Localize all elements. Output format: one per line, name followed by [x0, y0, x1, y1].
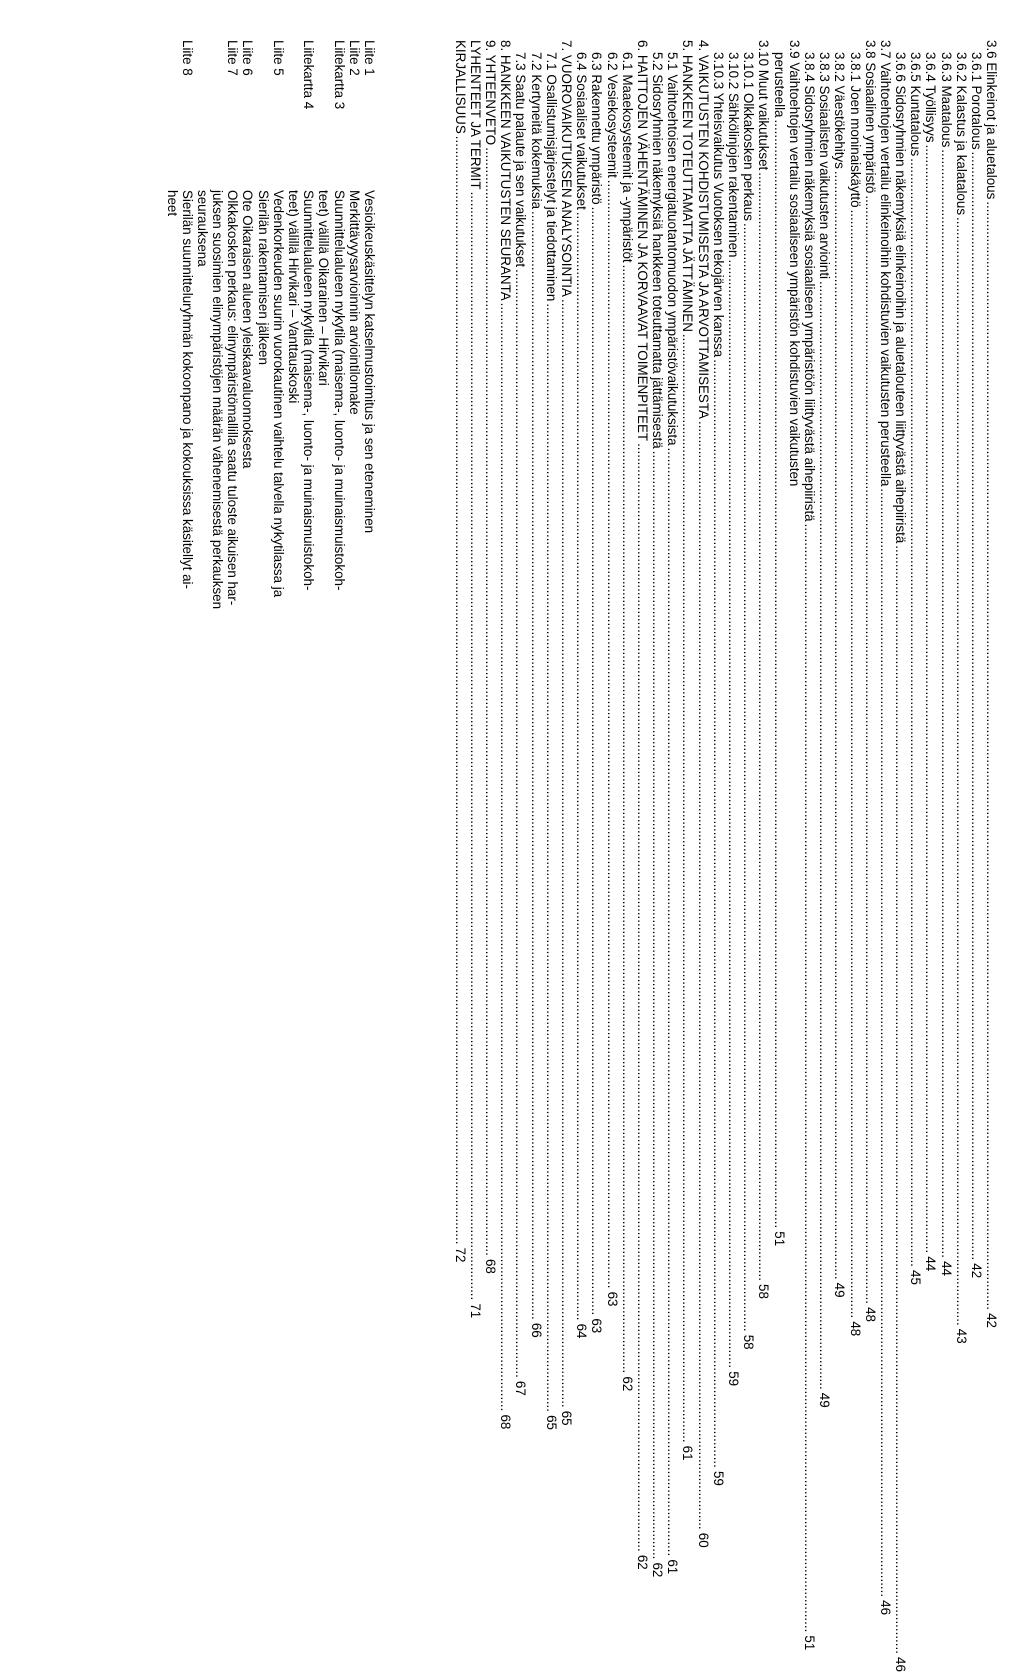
appendix-label: Liite 8: [179, 40, 195, 76]
toc-page-number: 65: [558, 1410, 574, 1426]
toc-entry: [650, 40, 666, 1578]
appendix-description: [315, 190, 345, 724]
toc-entry-title: 6.4 Sosiaaliset vaikutukset: [574, 52, 590, 210]
appendix-list: [163, 0, 376, 724]
toc-leader-dots: [894, 545, 907, 1654]
toc-entry: [741, 40, 757, 1350]
toc-leader-dots: [681, 334, 694, 1443]
toc-leader-dots: [863, 195, 876, 1304]
toc-page-number: 48: [847, 1321, 863, 1337]
appendix-description-line: Olkkakosken perkaus: elinympäristömallilla saatu tuloste aikuisen har-: [225, 190, 241, 606]
toc-entry-title: 6.2 Vesiekosysteemit: [604, 52, 620, 178]
toc-leader-dots: [529, 211, 542, 1320]
appendix-description-line: Suunnittelualueen nykytila (maisema-, luonto- ja muinaismuistokoh-: [331, 190, 347, 591]
appendix-description-line: Ote Oikaraisen alueen yleiskaavaluonnoksesta: [240, 190, 256, 469]
toc-entry: [574, 40, 590, 1339]
toc-entry: [817, 40, 833, 1408]
toc-entry-title: 3.9 Vaihtoehtojen vertailu sosiaaliseen ympäristön kohdistuvien vaikutusten: [786, 40, 802, 487]
toc-leader-dots: [818, 281, 831, 1390]
toc-entry: [604, 40, 620, 1307]
toc-leader-dots: [605, 180, 618, 1289]
toc-leader-dots: [620, 265, 633, 1374]
toc-page-number: 63: [604, 1291, 620, 1307]
toc-entry: [726, 40, 742, 1387]
toc-leader-dots: [879, 488, 892, 1597]
toc-leader-dots: [954, 217, 967, 1326]
appendix-description-line: Sierilän suunnitteluryhmän kokoonpano ja kokouksissa käsitellyt ai-: [179, 190, 195, 589]
toc-leader-dots: [666, 448, 679, 1557]
toc-entry-title: LYHENTEET JA TERMIT: [467, 40, 483, 190]
toc-entry-title: 7.2 Kertyneitä kokemuksia: [528, 52, 544, 210]
toc-page-number: 59: [726, 1371, 742, 1387]
appendix-description: [285, 190, 315, 724]
toc-leader-dots: [924, 145, 937, 1254]
toc-entry: [969, 40, 985, 1279]
toc-leader-dots: [711, 359, 724, 1468]
toc-leader-dots: [833, 171, 846, 1280]
toc-page-number: 42: [969, 1263, 985, 1279]
appendix-description: [194, 190, 240, 724]
toc-page-number: 46: [893, 1657, 909, 1672]
toc-leader-dots: [772, 120, 785, 1229]
appendix-description-line: juksen suosimien elinympäristöjen määrän vähenemisestä perkauksen: [210, 190, 226, 610]
toc-page-number: 63: [589, 1318, 605, 1334]
toc-page-number: 58: [741, 1334, 757, 1350]
appendix-description: [163, 190, 193, 724]
toc-entry: [787, 40, 802, 680]
toc-entry-title: 3.8.2 Väestökehitys: [832, 52, 848, 169]
toc-page-number: 62: [619, 1376, 635, 1392]
toc-entry: [483, 40, 499, 1274]
appendix-label: Liitekartta 4: [301, 40, 317, 110]
toc-entry: [847, 40, 863, 1337]
toc-entry-title: 7.3 Saatu palaute ja sen vaikutukset: [513, 52, 529, 268]
appendix-label: Liite 5: [270, 40, 286, 76]
toc-entry-title: 7.1 Osallistumisjärjestelyt ja tiedottaminen: [543, 52, 559, 302]
toc-entry-title: 3.10 Muut vaikutukset: [756, 40, 772, 171]
toc-leader-dots: [484, 147, 497, 1256]
appendix-description-line: Sierilän rakentamisen jälkeen: [255, 190, 271, 365]
toc-page-number: 43: [953, 1328, 969, 1344]
appendix-item: [285, 0, 315, 724]
toc-leader-dots: [970, 152, 983, 1261]
toc-entry: [862, 40, 878, 1323]
appendix-item: [239, 0, 254, 724]
toc-page-number: 64: [574, 1323, 590, 1339]
toc-entry-title: 3.6.6 Sidosryhmien näkemyksiä elinkeinoihin ja aluetalouteen liittyvästä aihepiiristä: [893, 52, 909, 544]
toc-leader-dots: [727, 259, 740, 1368]
appendix-item: [163, 0, 193, 724]
appendix-label: Liite 6: [240, 40, 256, 76]
toc-entry-title: 3.6.2 Kalastus ja kalatalous: [953, 52, 969, 216]
appendix-description-line: teet) välillä Hirvikari – Vanttauskoski: [286, 190, 302, 404]
toc-leader-dots: [742, 223, 755, 1332]
appendix-description-line: heet: [164, 190, 180, 217]
toc-page-number: 49: [832, 1282, 848, 1298]
appendix-description-line: Vedenkorkeuden suurin vuorokautinen vaihtelu talvella nykytilassa ja: [270, 190, 286, 598]
toc-entry-continuation: [771, 40, 787, 1247]
toc-page-number: 48: [862, 1307, 878, 1323]
toc-leader-dots: [544, 303, 557, 1412]
toc-entry-title: 6.1 Maaekosysteemit ja -ympäristöt: [619, 52, 635, 263]
appendix-description: [346, 190, 361, 724]
appendix-description-line: teet) välillä Oikarainen – Hirvikari: [316, 190, 332, 386]
toc-entry-title: 5.2 Sidosryhmien näkemyksiä hankkeen toteuttamatta jättämisestä: [650, 52, 666, 449]
toc-entry: [893, 40, 909, 1672]
appendix-item: [194, 0, 240, 724]
toc-page-number: 44: [923, 1256, 939, 1272]
toc-page-number: 61: [680, 1445, 696, 1461]
toc-entry-title: 5.1 Vaihtoehtoisen energiatuotantomuodon ympäristövaikutuksista: [665, 52, 681, 446]
appendix-description: [255, 190, 285, 724]
toc-entry: [984, 40, 1000, 1328]
toc-entry: [452, 40, 468, 1263]
appendix-item: [255, 0, 285, 724]
toc-entry-title: 3.8 Sosiaalinen ympäristö: [862, 40, 878, 194]
toc-leader-dots: [636, 443, 649, 1552]
toc-entry-title: 3.8.4 Sidosryhmien näkemyksiä sosiaaliseen ympäristöön liittyvästä aihepiiristä: [801, 52, 817, 522]
toc-page-number: 60: [695, 1532, 711, 1548]
appendix-item: [361, 0, 376, 724]
toc-entry-title: 3.6.3 Maatalous: [938, 52, 954, 148]
appendix-item: [315, 0, 345, 724]
toc-entry: [710, 40, 726, 1486]
toc-page-number: 58: [756, 1284, 772, 1299]
toc-leader-dots: [757, 172, 770, 1281]
toc-entry-title: 7. VUOROVAIKUTUKSEN ANALYSOINTIA: [558, 40, 574, 297]
appendix-description-line: Vesioikeuskäsittelyn katselmustoimitus ja sen eteneminen: [362, 190, 377, 534]
toc-leader-dots: [499, 303, 512, 1412]
toc-entry: [938, 40, 954, 1276]
toc-page-number: 44: [938, 1261, 954, 1276]
toc-entry-title: KIRJALLISUUS: [452, 40, 468, 134]
toc-entry-title: 9. YHTEENVETO: [483, 40, 499, 146]
toc-leader-dots: [453, 136, 466, 1245]
toc-leader-dots: [985, 201, 998, 1310]
toc-entry-title: 3.10.1 Olkkakosken perkaus: [741, 52, 757, 221]
toc-page-number: 59: [710, 1470, 726, 1486]
appendix-label: Liitekartta 3: [331, 40, 347, 110]
toc-entry: [953, 40, 969, 1344]
toc-page-number: 46: [877, 1600, 893, 1616]
appendix-description-line: Merkittävyysarvioinnin arviointilomake: [346, 190, 362, 415]
toc-page-number: 71: [467, 1303, 483, 1319]
toc-entry-title: 3.8.1 Joen moninaiskäyttö: [847, 52, 863, 208]
toc-entry: [908, 40, 924, 1285]
toc-entry: [665, 40, 681, 1575]
appendix-description: [361, 190, 376, 724]
appendix-item: [346, 0, 361, 724]
toc-entry: [877, 40, 894, 1616]
toc-leader-dots: [575, 212, 588, 1321]
toc-page-number: 62: [650, 1562, 666, 1578]
appendix-label: Liite 7: [225, 40, 241, 76]
toc-entry: [756, 40, 772, 1299]
toc-entry: [528, 40, 544, 1338]
toc-page-number: 67: [513, 1380, 529, 1396]
table-of-contents: [452, 40, 1000, 1672]
toc-entry-title: 3.6.5 Kuntatalous: [908, 52, 924, 157]
toc-leader-dots: [514, 269, 527, 1378]
toc-entry-title: 3.10.3 Yhteisvaikutus Vuotoksen tekojärven kanssa: [710, 52, 726, 358]
toc-entry-title: 6.3 Rakennettu ympäristö: [589, 52, 605, 205]
toc-entry: [543, 40, 559, 1430]
toc-page-number: 68: [498, 1414, 514, 1430]
toc-page-number: 72: [452, 1247, 468, 1263]
toc-page-number: 66: [528, 1322, 544, 1338]
toc-entry-title: 3.10.2 Sähkölinjojen rakentaminen: [726, 52, 742, 258]
toc-entry: [619, 40, 635, 1392]
toc-entry-title: 3.6 Elinkeinot ja aluetalous: [984, 40, 1000, 200]
toc-entry-title-continuation: perusteella: [771, 52, 787, 118]
toc-entry: [513, 40, 529, 1396]
toc-entry: [498, 40, 514, 1430]
toc-entry-title: 3.7 Vaihtoehtojen vertailu elinkeinoihin kohdistuvien vaikutusten perusteella: [877, 40, 893, 487]
toc-entry-title: 5. HANKKEEN TOTEUTTAMATTA JÄTTÄMINEN: [680, 40, 696, 332]
toc-entry-title: 3.6.1 Porotalous: [969, 52, 985, 150]
toc-leader-dots: [590, 207, 603, 1316]
toc-entry: [467, 40, 483, 1319]
toc-entry-title: 4. VAIKUTUSTEN KOHDISTUMISESTA JA ARVOTTAMISESTA: [695, 40, 711, 419]
toc-page-number: 49: [817, 1392, 833, 1408]
appendix-description-line: Suunnittelualueen nykytila (maisema-, luonto- ja muinaismuistokoh-: [301, 190, 317, 591]
toc-page-number: 42: [984, 1313, 1000, 1328]
toc-page-number: 68: [483, 1258, 499, 1274]
toc-entry-title: 3.6.4 Työllisyys: [923, 52, 939, 143]
toc-leader-dots: [696, 421, 709, 1530]
toc-page-number: 51: [771, 1231, 787, 1247]
toc-entry-title: 8. HANKKEEN VAIKUTUSTEN SEURANTA: [498, 40, 514, 301]
toc-entry: [589, 40, 605, 1334]
toc-leader-dots: [803, 524, 816, 1633]
toc-page-number: 62: [634, 1554, 650, 1570]
appendix-description: [239, 190, 254, 724]
toc-entry-title: 6. HAITTOJEN VÄHENTÄMINEN JA KORVAAVAT TOIMENPITEET: [634, 40, 650, 442]
appendix-label: Liite 2: [346, 40, 362, 76]
toc-entry: [801, 40, 818, 1651]
toc-entry: [695, 40, 711, 1548]
toc-entry: [634, 40, 651, 1570]
appendix-description-line: seurauksena: [194, 190, 210, 267]
toc-page-number: 51: [801, 1635, 817, 1651]
toc-leader-dots: [939, 149, 952, 1258]
toc-entry-title: 3.8.3 Sosiaalisten vaikutusten arviointi: [817, 52, 833, 280]
toc-page-number: 65: [543, 1415, 559, 1430]
toc-leader-dots: [560, 299, 573, 1408]
toc-entry: [923, 40, 939, 1272]
toc-leader-dots: [651, 451, 664, 1560]
toc-entry: [680, 40, 696, 1461]
toc-entry: [558, 40, 575, 1426]
toc-leader-dots: [468, 192, 481, 1301]
toc-leader-dots: [848, 210, 861, 1319]
toc-page-number: 45: [908, 1270, 924, 1285]
appendix-label: Liite 1: [362, 40, 377, 76]
toc-leader-dots: [909, 158, 922, 1267]
toc-page-number: 61: [665, 1559, 681, 1575]
toc-entry: [832, 40, 848, 1298]
